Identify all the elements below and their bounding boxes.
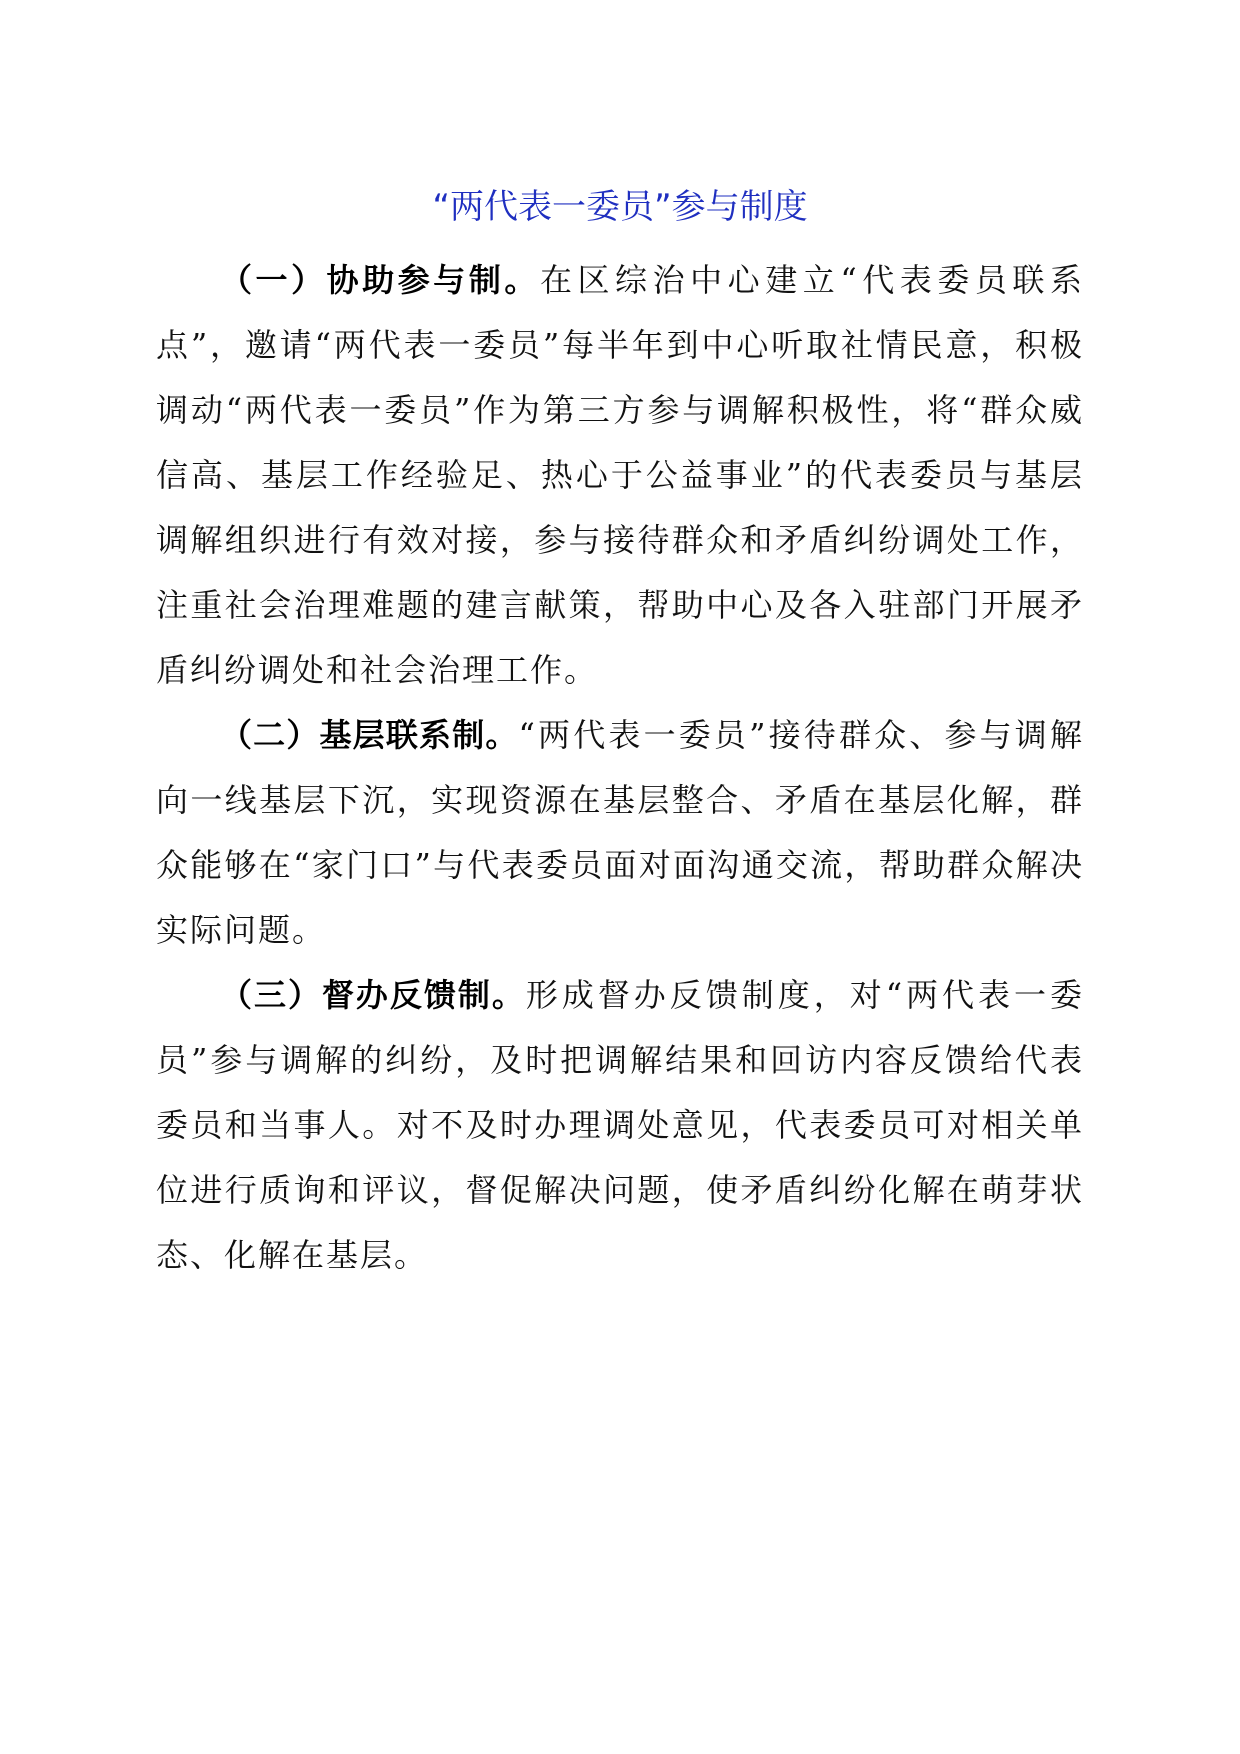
paragraph-heading: （二）基层联系制。 (220, 716, 519, 754)
paragraph-text: “两代表一委员”接待群众、参与调解向一线基层下沉，实现资源在基层整合、矛盾在基层化解，群众能够在“家门口”与代表委员面对面沟通交流，帮助群众解决实际问题。 (156, 716, 1084, 949)
paragraph-text: 在区综治中心建立“代表委员联系点”，邀请“两代表一委员”每半年到中心听取社情民意，积极调动“两代表一委员”作为第三方参与调解积极性，将“群众威信高、基层工作经验足、热心于公益事业”的代表委员与基层调解组织进行有效对接，参与接待群众和矛盾纠纷调处工作，注重社会治理难题的建言献策，帮助中心及各入驻部门开展矛盾纠纷调处和社会治理工作。 (156, 261, 1084, 689)
document-title: “两代表一委员”参与制度 (432, 187, 808, 227)
paragraph-assist-participation (156, 248, 1084, 703)
paragraph-supervision-feedback (156, 963, 1084, 1288)
paragraph-grassroots-contact (156, 703, 1084, 963)
paragraph-text: 形成督办反馈制度，对“两代表一委员”参与调解的纠纷，及时把调解结果和回访内容反馈给代表委员和当事人。对不及时办理调处意见，代表委员可对相关单位进行质询和评议，督促解决问题，使矛盾纠纷化解在萌芽状态、化解在基层。 (156, 976, 1084, 1274)
document-body (156, 248, 1084, 1288)
paragraph-heading: （一）协助参与制。 (220, 261, 540, 299)
paragraph-heading: （三）督办反馈制。 (220, 976, 526, 1014)
